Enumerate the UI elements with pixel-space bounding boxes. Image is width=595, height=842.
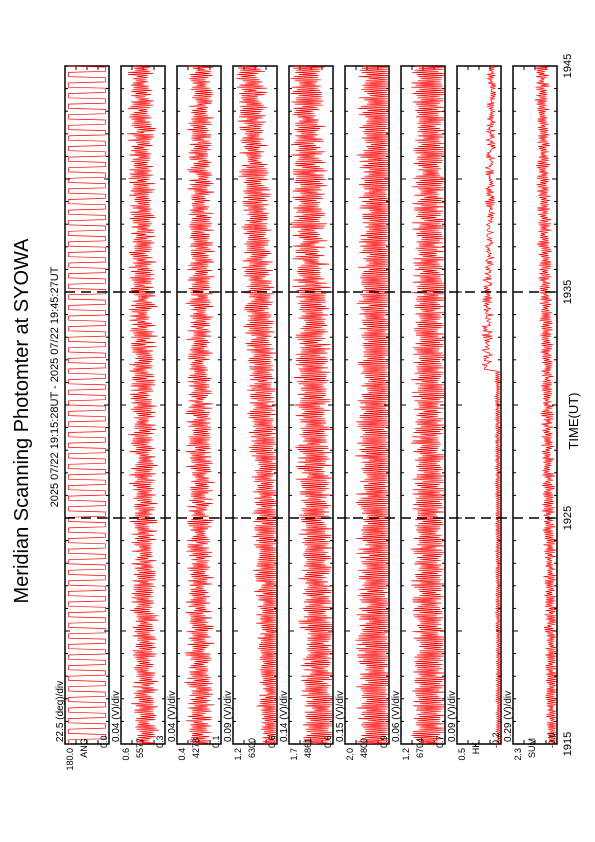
series-4278-line [184, 66, 215, 744]
panel-6300 [223, 66, 277, 761]
panel-scale-label: 0.04 (V)/div [111, 690, 122, 742]
x-tick-label: 1915 [562, 731, 574, 757]
panel-scale-label: 0.14 (V)/div [279, 690, 290, 742]
panel-scale-label: 0.04 (V)/div [167, 690, 178, 742]
panel-6704 [391, 66, 445, 761]
series-6300-line [236, 66, 276, 744]
panel-stack [55, 66, 557, 771]
time-range-label: 2025 07/22 19:15:28UT - 2025 07/22 19:45:27UT [49, 266, 61, 508]
panel-ymin-label: -0.2 [491, 732, 501, 748]
panel-ymin-label: 0.6 [267, 735, 277, 748]
panel-ymax-label: 1.2 [401, 748, 411, 761]
panel-4800 [335, 66, 389, 761]
series-6704-line [411, 66, 445, 744]
panel-sum [503, 66, 557, 761]
panel-ymax-label: 2.0 [345, 748, 355, 761]
panel-ymin-label: -0.0 [547, 732, 557, 748]
panel-ymax-label: 0.4 [177, 748, 187, 761]
panel-ymin-label: 0.7 [435, 735, 445, 748]
panel-ymax-label: 0.6 [121, 748, 131, 761]
panel-label: 5577 [135, 737, 145, 759]
panel-scale-label: 0.09 (V)/div [447, 690, 458, 742]
panel-label: HK [471, 741, 481, 755]
panel-label: 6704 [415, 737, 425, 759]
chart-title: Meridian Scanning Photomter at SYOWA [11, 238, 33, 604]
panel-label: SUM [527, 738, 537, 758]
x-tick-label: 1935 [562, 279, 574, 305]
x-axis-label: TIME(UT) [566, 392, 581, 450]
panel-hk [447, 66, 501, 761]
panel-label: 4800 [359, 737, 369, 759]
panel-ang [55, 66, 109, 771]
x-tick-label: 1925 [562, 505, 574, 531]
x-tick-label: 1945 [562, 53, 574, 79]
panel-frame [513, 66, 557, 744]
panel-scale-label: 0.29 (V)/div [503, 690, 514, 742]
panel-ymax-label: 1.2 [233, 748, 243, 761]
panel-frame [457, 66, 501, 744]
panel-ymin-label: 0.0 [99, 735, 109, 748]
panel-label: ANG [79, 738, 89, 758]
series-4861-line [290, 66, 332, 744]
panel-ymax-label: 180.0 [65, 748, 75, 771]
panel-label: 4278 [191, 737, 201, 759]
panel-ymin-label: 0.6 [323, 735, 333, 748]
panel-4861 [279, 66, 333, 761]
panel-ymin-label: 0.1 [211, 735, 221, 748]
panel-ymax-label: 1.7 [289, 748, 299, 761]
panel-label: 6300 [247, 737, 257, 759]
panel-scale-label: 0.06 (V)/div [391, 690, 402, 742]
panel-ymin-label: 0.3 [155, 735, 165, 748]
panel-4278 [167, 66, 221, 761]
panel-ymax-label: 0.5 [457, 748, 467, 761]
panel-ymax-label: 2.3 [513, 748, 523, 761]
series-5577-line [127, 66, 159, 744]
series-ang-line [69, 66, 106, 744]
panel-ymin-label: 0.9 [379, 735, 389, 748]
panel-scale-label: 22.5 (deg)/div [55, 680, 66, 742]
panel-scale-label: 0.15 (V)/div [335, 690, 346, 742]
panel-label: 4861 [303, 737, 313, 759]
series-4800-line [355, 66, 388, 744]
panel-scale-label: 0.09 (V)/div [223, 690, 234, 742]
panel-5577 [111, 66, 165, 761]
